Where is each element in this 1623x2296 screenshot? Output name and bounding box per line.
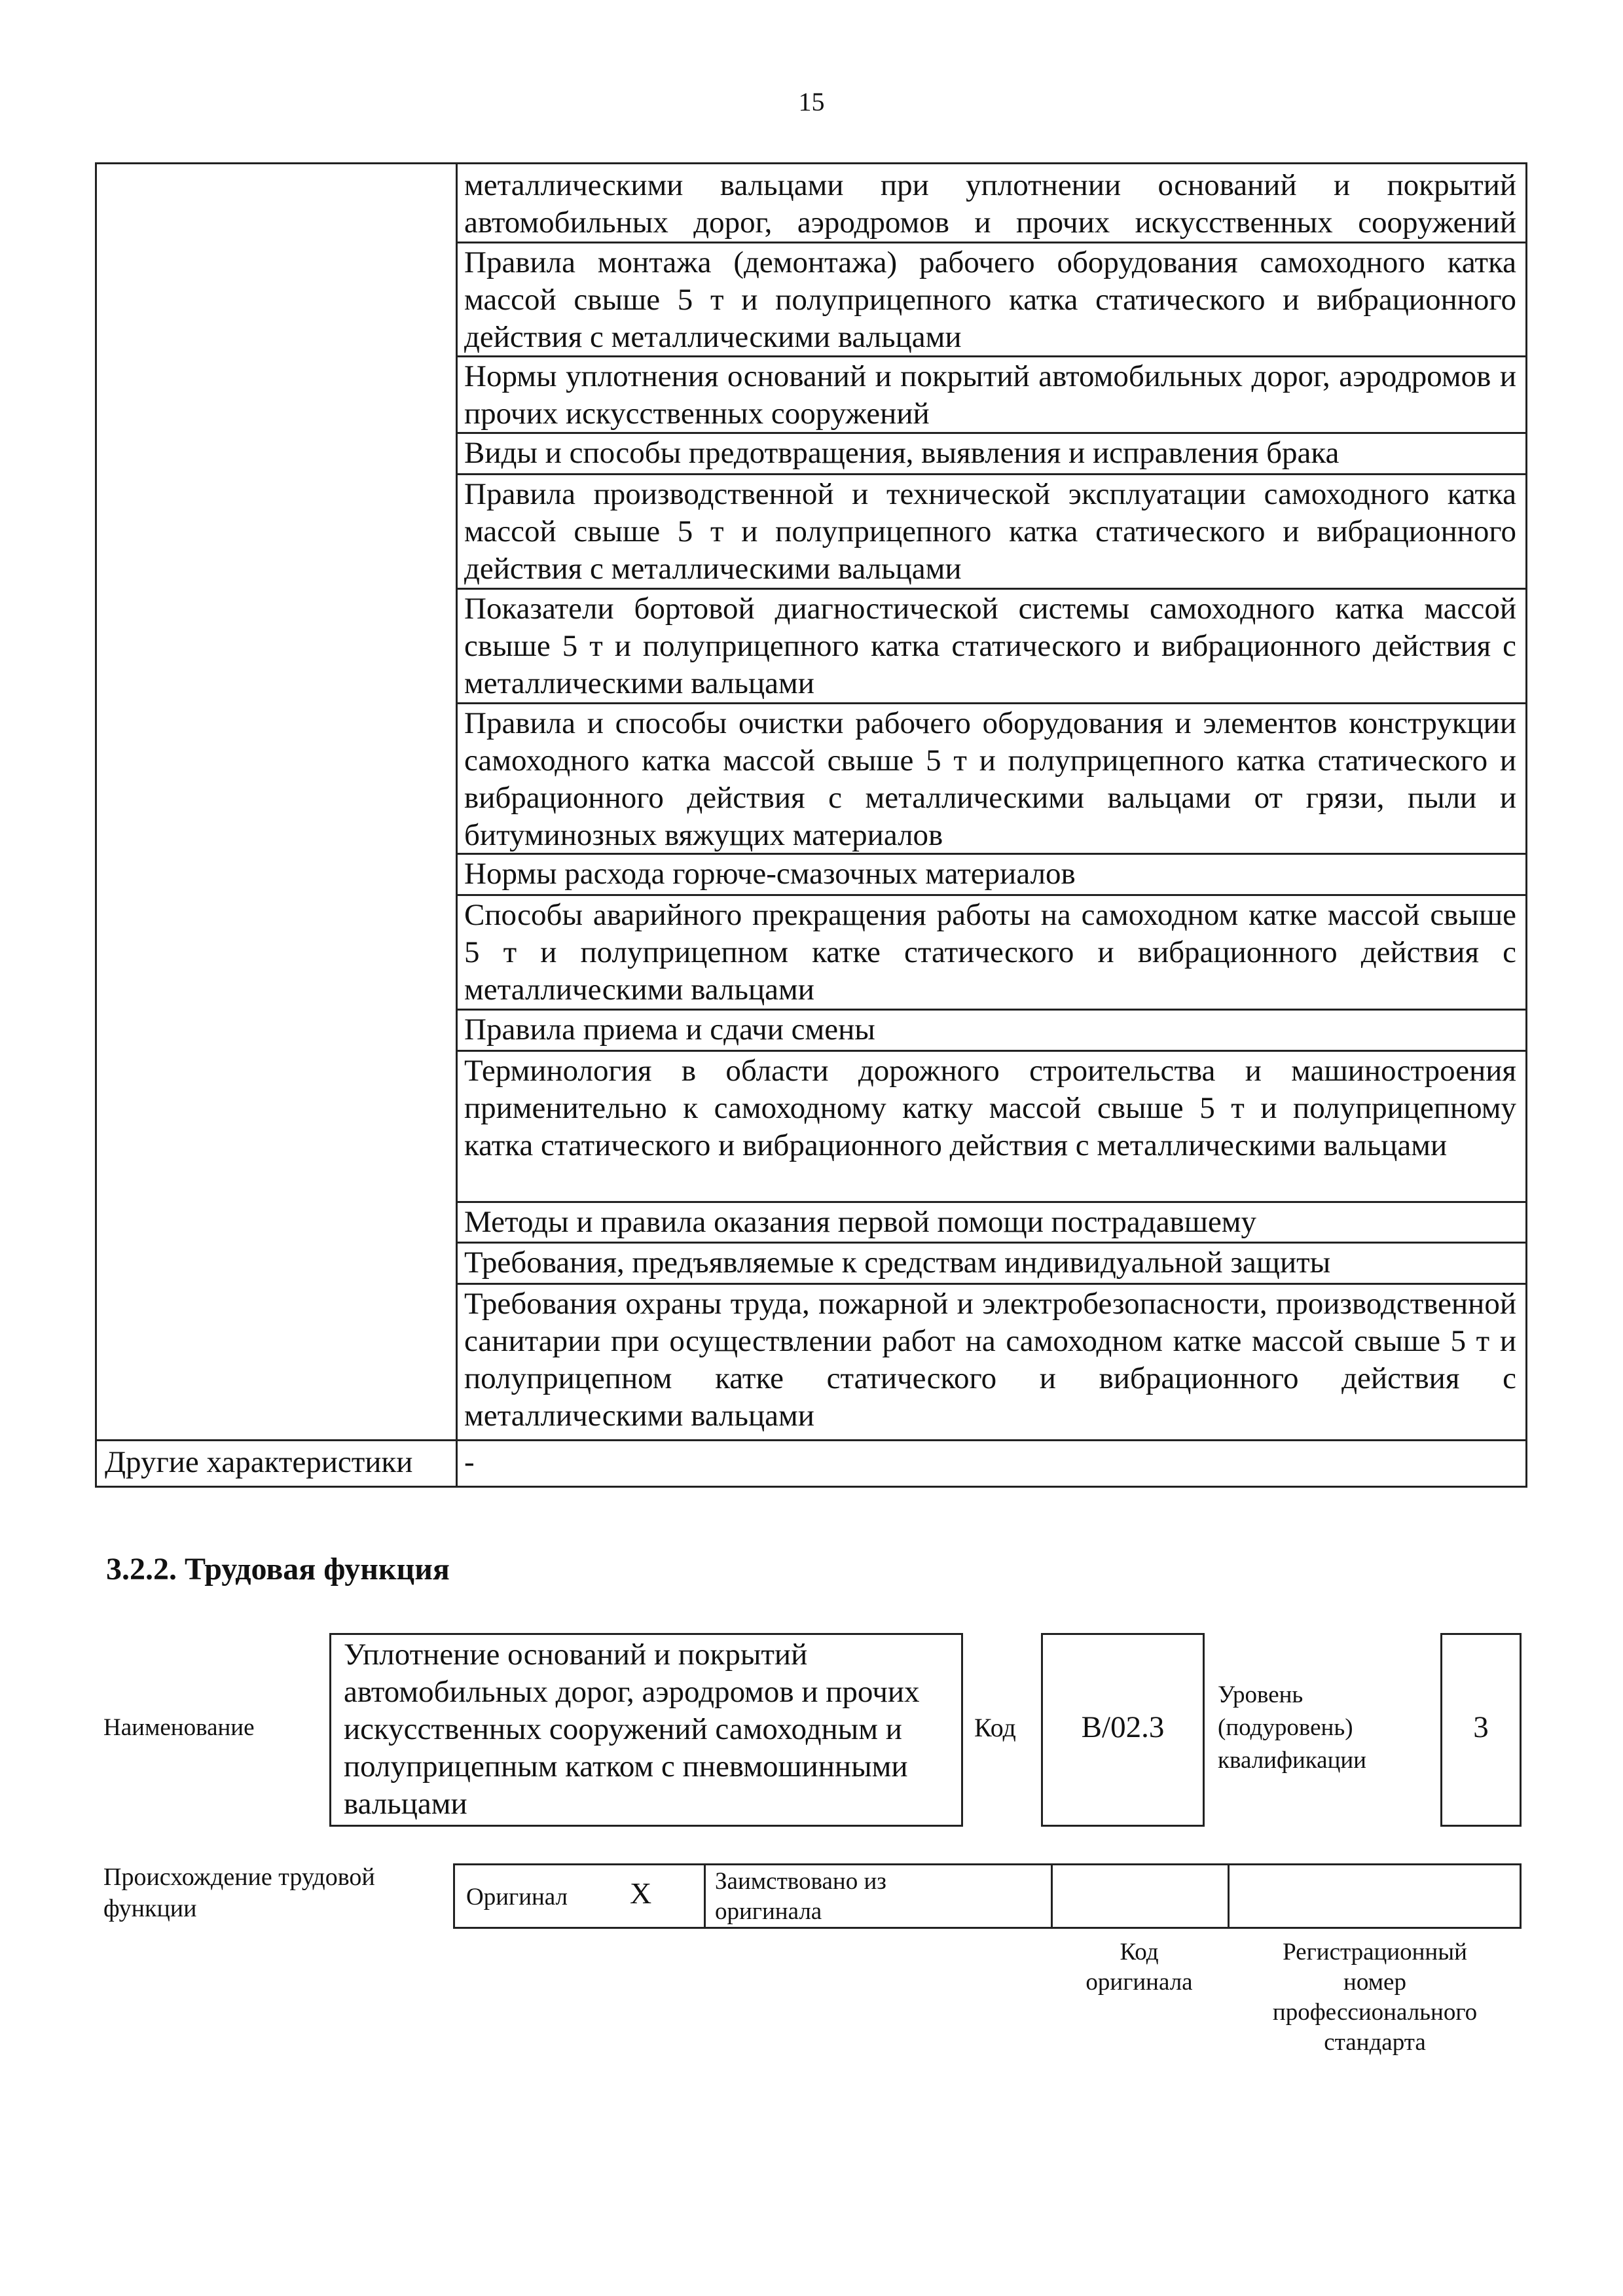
row-divider bbox=[458, 1050, 1525, 1052]
page-number: 15 bbox=[798, 87, 825, 117]
other-characteristics-label: Другие характеристики bbox=[105, 1445, 413, 1479]
origin-table bbox=[453, 1863, 1522, 1929]
function-name-value: Уплотнение оснований и покрытий автомобильных дорог, аэродромов и прочих искусственных сооружений самоходным и полуприцепным катком с пневмошинными вальцами bbox=[344, 1638, 920, 1821]
origin-cell-divider bbox=[1051, 1865, 1053, 1927]
code-caption-line-1: Код bbox=[1120, 1939, 1159, 1965]
knowledge-row: Правила приема и сдачи смены bbox=[464, 1013, 875, 1047]
row-divider bbox=[458, 894, 1525, 896]
row-divider bbox=[458, 242, 1525, 243]
knowledge-row: Требования, предъявляемые к средствам индивидуальной защиты bbox=[464, 1246, 1331, 1280]
row-divider bbox=[458, 702, 1525, 704]
row-divider bbox=[97, 1439, 1525, 1441]
knowledge-row: Терминология в области дорожного строительства и машиностроения применительно к самоходному катку массой свыше 5 т и полуприцепному катка статического и вибрационного действия с металлическими вальцами bbox=[464, 1054, 1516, 1162]
level-label-line-1: Уровень bbox=[1218, 1681, 1304, 1708]
origin-label-line-1: Происхождение трудовой bbox=[103, 1863, 375, 1891]
code-label: Код bbox=[974, 1713, 1016, 1742]
row-divider bbox=[458, 1201, 1525, 1203]
original-mark: X bbox=[630, 1876, 652, 1910]
original-label: Оригинал bbox=[466, 1884, 568, 1910]
row-divider bbox=[458, 1242, 1525, 1244]
level-value: 3 bbox=[1473, 1710, 1489, 1744]
other-characteristics-value: - bbox=[464, 1445, 475, 1479]
code-value: B/02.3 bbox=[1081, 1710, 1165, 1744]
section-heading: 3.2.2. Трудовая функция bbox=[106, 1552, 450, 1587]
knowledge-row: Способы аварийного прекращения работы на самоходном катке массой свыше 5 т и полуприцепном катке статического и вибрационного действия с металлическими вальцами bbox=[464, 898, 1516, 1007]
code-caption-line-2: оригинала bbox=[1085, 1969, 1193, 1996]
row-divider bbox=[458, 1009, 1525, 1011]
reg-caption-line-1: Регистрационный bbox=[1283, 1939, 1467, 1965]
row-divider bbox=[458, 473, 1525, 475]
knowledge-row: металлическими вальцами при уплотнении оснований и покрытий автомобильных дорог, аэродромов и прочих искусственных сооружений bbox=[464, 168, 1516, 240]
reg-caption-line-2: номер bbox=[1343, 1969, 1406, 1996]
origin-label-line-2: функции bbox=[103, 1895, 197, 1922]
row-divider bbox=[458, 853, 1525, 855]
row-divider bbox=[458, 1283, 1525, 1285]
knowledge-row: Правила производственной и технической эксплуатации самоходного катка массой свыше 5 т и полуприцепного катка статического и вибрационного действия с металлическими вальцами bbox=[464, 477, 1516, 586]
row-divider bbox=[458, 432, 1525, 434]
knowledge-row: Нормы расхода горюче-смазочных материалов bbox=[464, 857, 1076, 891]
origin-cell-divider bbox=[1228, 1865, 1230, 1927]
row-divider bbox=[458, 588, 1525, 590]
name-label: Наименование bbox=[103, 1714, 255, 1741]
knowledge-row: Методы и правила оказания первой помощи пострадавшему bbox=[464, 1205, 1257, 1239]
knowledge-row: Правила монтажа (демонтажа) рабочего оборудования самоходного катка массой свыше 5 т и полуприцепного катка статического и вибрационного действия с металлическими вальцами bbox=[464, 245, 1516, 354]
borrowed-label-line-1: Заимствовано из bbox=[715, 1868, 886, 1895]
origin-cell-divider bbox=[704, 1865, 706, 1927]
knowledge-row: Нормы уплотнения оснований и покрытий автомобильных дорог, аэродромов и прочих искусственных сооружений bbox=[464, 359, 1516, 431]
knowledge-table bbox=[95, 162, 1527, 1488]
level-label-line-3: квалификации bbox=[1218, 1747, 1366, 1774]
reg-caption-line-4: стандарта bbox=[1324, 2029, 1426, 2056]
borrowed-label-line-2: оригинала bbox=[715, 1898, 822, 1925]
column-divider bbox=[456, 164, 458, 1486]
row-divider bbox=[458, 355, 1525, 357]
knowledge-row: Показатели бортовой диагностической системы самоходного катка массой свыше 5 т и полуприцепного катка статического и вибрационного действия с металлическими вальцами bbox=[464, 592, 1516, 700]
knowledge-row: Требования охраны труда, пожарной и электробезопасности, производственной санитарии при осуществлении работ на самоходном катке массой свыше 5 т и полуприцепном катке статического и вибрационного действия с металлическими вальцами bbox=[464, 1287, 1516, 1433]
knowledge-row: Правила и способы очистки рабочего оборудования и элементов конструкции самоходного катка массой свыше 5 т и полуприцепного катка статического и вибрационного действия с металлическими вальцами от грязи, пыли и битуминозных вяжущих материалов bbox=[464, 706, 1516, 852]
level-label-line-2: (подуровень) bbox=[1218, 1714, 1353, 1741]
reg-caption-line-3: профессионального bbox=[1272, 1999, 1478, 2026]
knowledge-row: Виды и способы предотвращения, выявления и исправления брака bbox=[464, 436, 1340, 470]
